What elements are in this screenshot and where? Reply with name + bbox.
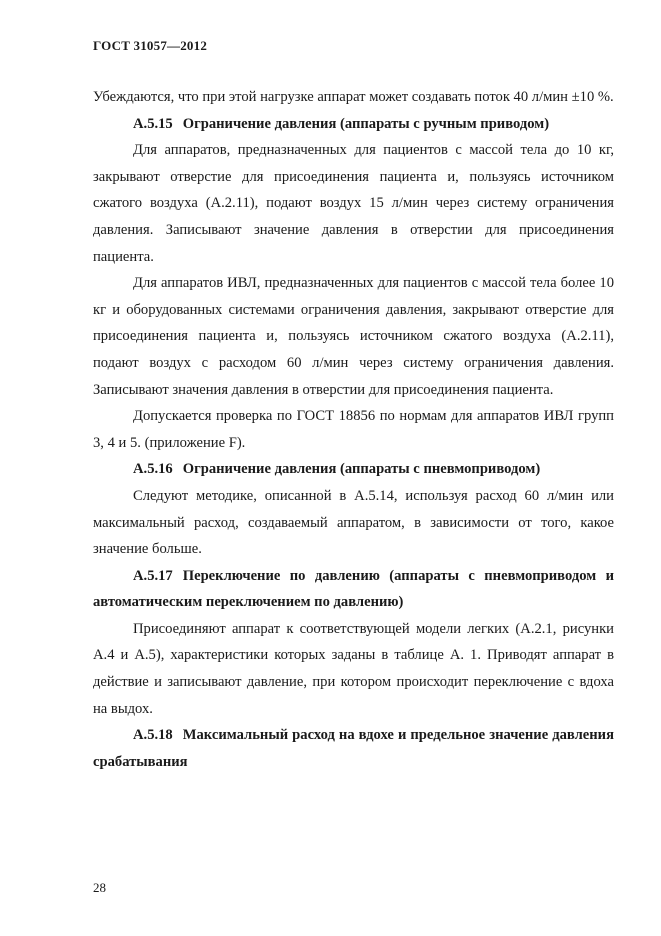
document-body	[93, 84, 614, 775]
section-number: A.5.15	[133, 115, 173, 132]
section-heading	[93, 563, 614, 616]
section-heading	[93, 456, 614, 483]
page-number: 28	[93, 880, 106, 895]
body-paragraph: Для аппаратов ИВЛ, предназначенных для пациентов с массой тела более 10 кг и оборудованных системами ограничения давления, закрывают отверстие для присоединения пациента и, пользуясь источником сжатого воздуха (A.2.11), подают воздух с расходом 60 л/мин через систему ограничения давления. Записывают значения давления в отверстии для присоединения пациента.	[93, 275, 614, 398]
section-title: Ограничение давления (аппараты с ручным приводом)	[182, 115, 550, 132]
section-number: A.5.18	[133, 727, 173, 744]
body-paragraph: Присоединяют аппарат к соответствующей модели легких (A.2.1, рисунки A.4 и A.5), характеристики которых заданы в таблице A. 1. Приводят аппарат в действие и записывают давление, при котором происходит переключение с вдоха на выдох.	[93, 620, 614, 717]
section-title: Максимальный расход на вдохе и предельное значение давления срабатывания	[93, 727, 614, 770]
section-heading	[93, 722, 614, 775]
section-title: Ограничение давления (аппараты с пневмоприводом)	[182, 461, 541, 478]
section-heading	[93, 111, 614, 138]
body-paragraph: Убеждаются, что при этой нагрузке аппарат может создавать поток 40 л/мин ±10 %.	[93, 89, 614, 105]
section-number: A.5.16	[133, 461, 173, 478]
body-paragraph: Допускается проверка по ГОСТ 18856 по нормам для аппаратов ИВЛ групп 3, 4 и 5. (приложение F).	[93, 408, 614, 451]
document-header: ГОСТ 31057—2012	[93, 38, 208, 53]
body-paragraph: Следуют методике, описанной в A.5.14, используя расход 60 л/мин или максимальный расход, создаваемый аппаратом, в зависимости от того, какое значение больше.	[93, 487, 614, 558]
section-title: Переключение по давлению (аппараты с пневмоприводом и автоматическим переключением по давлению)	[93, 567, 614, 611]
body-paragraph: Для аппаратов, предназначенных для пациентов с массой тела до 10 кг, закрывают отверстие для присоединения пациента и, пользуясь источником сжатого воздуха (A.2.11), подают воздух 15 л/мин через систему ограничения давления. Записывают значение давления в отверстии для присоединения пациента.	[93, 142, 614, 265]
section-number: A.5.17	[133, 567, 173, 584]
